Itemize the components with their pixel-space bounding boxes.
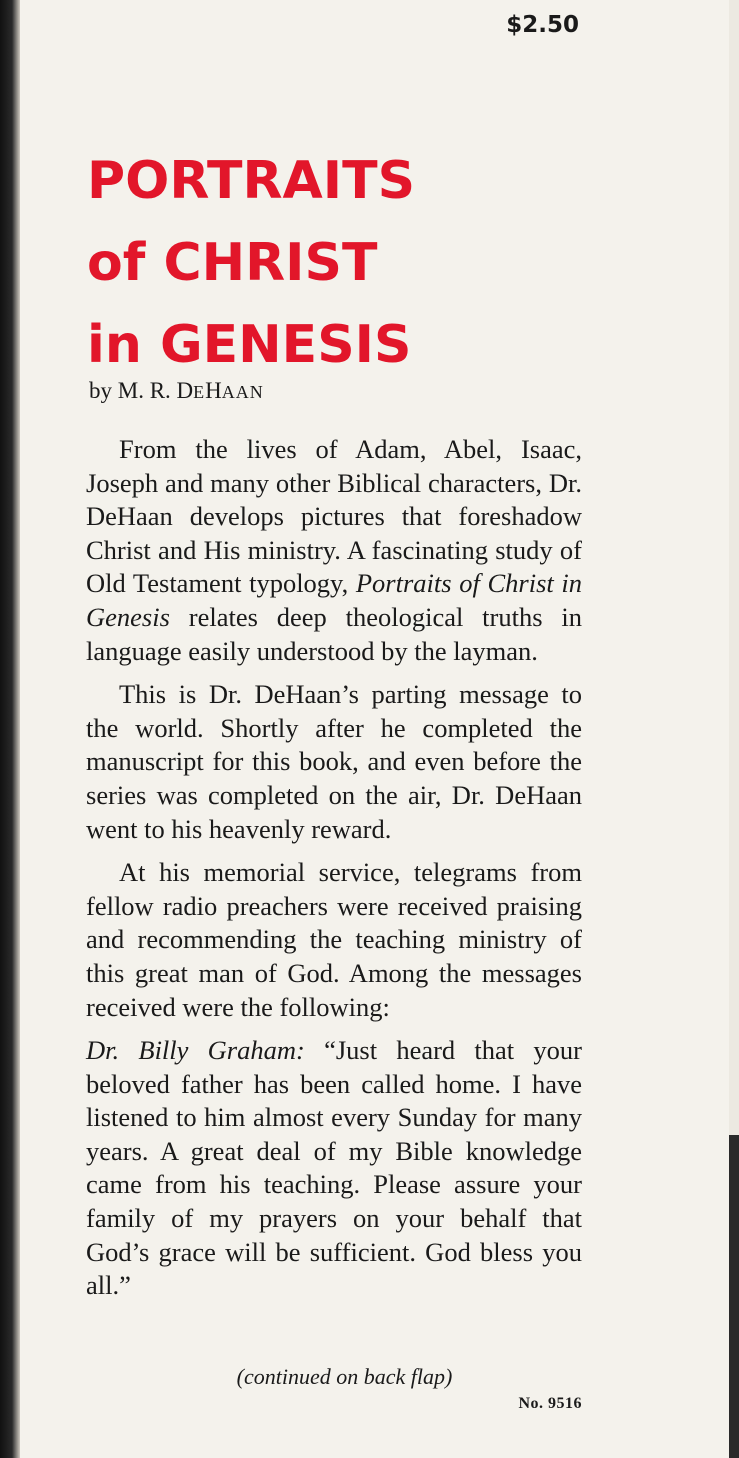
author-line bbox=[89, 378, 264, 404]
paragraph-4 bbox=[86, 1034, 582, 1303]
catalog-number: No. 9516 bbox=[518, 1395, 582, 1412]
paragraph-2: This is Dr. DeHaan’s parting message to the world. Shortly after he completed the manuscript for this book, and even before the series was completed on the air, Dr. DeHaan went to his heavenly reward. bbox=[86, 679, 582, 844]
flap-copy bbox=[86, 433, 582, 1313]
right-dark-edge bbox=[729, 1135, 739, 1458]
book-title bbox=[87, 140, 487, 386]
book-spine-edge bbox=[0, 0, 20, 1458]
author-name-h: H bbox=[205, 378, 222, 403]
author-name-e: E bbox=[193, 382, 206, 402]
p1-text-after: relates deep theological truths in language easily understood by the layman. bbox=[86, 601, 582, 666]
dust-jacket-flap bbox=[20, 0, 729, 1458]
quote-text: “Just heard that your beloved father has been called home. I have listened to him almost every Sunday for many years. A great deal of my Bible knowledge came from his teaching. Please assure your family of my prayers on your behalf that God’s grace will be sufficient. God bless you all.” bbox=[86, 1035, 582, 1301]
title-line-1: PORTRAITS bbox=[87, 151, 416, 211]
p1-text-before: From the lives of Adam, Abel, Isaac, Joseph and many other Biblical characters, Dr. DeHaan develops pictures that foreshadow Christ and His ministry. A fascinating study of Old Testament typology, bbox=[86, 434, 582, 599]
paragraph-3: At his memorial service, telegrams from fellow radio preachers were received praising and recommending the teaching ministry of this great man of God. Among the messages received were the following: bbox=[86, 857, 582, 1022]
title-line-2: of CHRIST bbox=[87, 233, 378, 293]
p1-book-title: Portraits of Christ in Genesis bbox=[86, 568, 582, 632]
quote-speaker: Dr. Billy Graham: bbox=[86, 1035, 305, 1066]
price: $2.50 bbox=[506, 12, 579, 38]
paragraph-1 bbox=[86, 433, 582, 668]
author-prefix: by M. R. D bbox=[89, 378, 194, 403]
continued-note bbox=[20, 1364, 729, 1390]
continued-text: (continued on back flap) bbox=[236, 1364, 453, 1389]
author-name-rest: AAN bbox=[221, 382, 264, 402]
title-line-3: in GENESIS bbox=[87, 315, 412, 375]
